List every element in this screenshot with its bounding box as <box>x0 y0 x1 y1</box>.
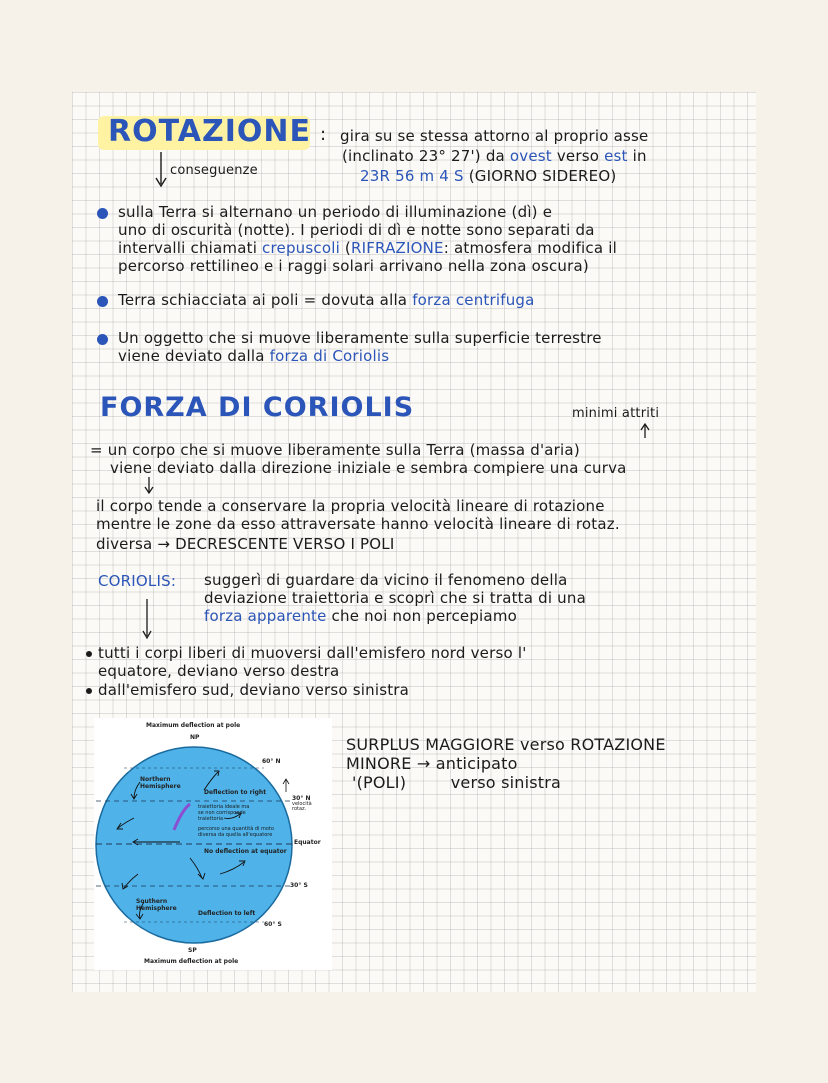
coriolis-title: FORZA DI CORIOLIS <box>100 392 415 423</box>
rotazione-title: ROTAZIONE <box>108 114 311 149</box>
surplus-line3: '(POLI) verso sinistra <box>352 773 562 792</box>
bullet1-line1: sulla Terra si alternano un periodo di illuminazione (dì) e <box>118 203 553 221</box>
up-arrow-icon <box>638 422 652 440</box>
coriolis-def-line2: viene deviato dalla direzione iniziale e sembra compiere una curva <box>110 459 627 477</box>
trajectory-annotation: traiettoria ideale ma se non corrisponde traiettoria <box>198 804 250 822</box>
deflection-right-label: Deflection to right <box>204 789 267 796</box>
coriolis-note-line2: deviazione traiettoria e scoprì che si tratta di una <box>204 589 586 607</box>
coriolis-note-line1: suggerì di guardare da vicino il fenomeno della <box>204 571 568 589</box>
equator-label: Equator <box>294 839 321 846</box>
coriolis-diagram <box>94 718 332 970</box>
minimi-attriti-note: minimi attriti <box>572 406 660 421</box>
south-pole-label: SP <box>188 947 197 954</box>
bullet1-line2: uno di oscurità (notte). I periodi di dì e notte sono separati da <box>118 221 595 239</box>
north-deviation-line2: equatore, deviano verso destra <box>98 662 340 680</box>
diagram-top-caption: Maximum deflection at pole <box>146 722 241 729</box>
right-arrow-icon: → <box>157 535 171 553</box>
bullet2-text: Terra schiacciata ai poli = dovuta alla forza centrifuga <box>118 291 535 309</box>
west-term: ovest <box>509 147 552 165</box>
surplus-line1: SURPLUS MAGGIORE verso ROTAZIONE <box>346 735 666 754</box>
down-arrow-icon <box>154 150 168 190</box>
coriolis-expl-line2: mentre le zone da esso attraversate hanno velocità lineare di rotaz. <box>96 515 620 533</box>
south-deviation-line: dall'emisfero sud, deviano verso sinistra <box>98 681 410 699</box>
southern-hemisphere-label: Southern Hemisphere <box>136 898 177 912</box>
coriolis-name-label: CORIOLIS: <box>98 572 177 590</box>
lat-30n-note: velocità rotaz. <box>292 801 312 812</box>
lat-60s-label: 60° S <box>264 921 282 928</box>
bullet3-line2: viene deviato dalla forza di Coriolis <box>118 347 390 365</box>
rotation-definition-line2: (inclinato 23° 27') da ovest verso est in <box>342 147 647 165</box>
coriolis-def-line1: = un corpo che si muove liberamente sulla Terra (massa d'aria) <box>90 441 580 459</box>
bullet3-line1: Un oggetto che si muove liberamente sulla superficie terrestre <box>118 329 602 347</box>
bullet1-line3: intervalli chiamati crepuscoli (RIFRAZIONE: atmosfera modifica il <box>118 239 617 257</box>
coriolis-force-term: forza di Coriolis <box>269 347 390 365</box>
momentum-annotation: percorso una quantità di moto diversa da quella all'equatore <box>198 826 274 838</box>
right-arrow-icon: → <box>416 754 431 773</box>
apparent-force-term: forza apparente <box>204 607 327 625</box>
dot-bullet-2 <box>86 688 92 694</box>
east-term: est <box>604 147 628 165</box>
diagram-bottom-caption: Maximum deflection at pole <box>144 958 239 965</box>
rotation-definition-line1: gira su se stessa attorno al proprio asse <box>340 127 649 145</box>
sidereal-time: 23R 56 m 4 S <box>360 167 464 185</box>
bullet-3 <box>97 334 108 345</box>
lat-30n-label: 30° N <box>292 795 311 802</box>
lat-60n-label: 60° N <box>262 758 281 765</box>
down-arrow-icon <box>142 476 156 496</box>
bullet-2 <box>97 296 108 307</box>
lat-30s-label: 30° S <box>290 882 308 889</box>
dot-bullet-1 <box>86 651 92 657</box>
rotation-definition-line3: 23R 56 m 4 S (GIORNO SIDEREO) <box>360 167 617 185</box>
down-arrow-icon <box>140 598 154 640</box>
northern-hemisphere-label: Northern Hemisphere <box>140 776 181 790</box>
bullet-1 <box>97 208 108 219</box>
globe-icon <box>96 747 292 943</box>
coriolis-expl-line1: il corpo tende a conservare la propria velocità lineare di rotazione <box>96 497 605 515</box>
title-colon: : <box>320 124 327 145</box>
north-pole-label: NP <box>190 734 200 741</box>
north-deviation-line1: tutti i corpi liberi di muoversi dall'emisfero nord verso l' <box>98 644 527 662</box>
deflection-left-label: Deflection to left <box>198 910 256 917</box>
bullet1-line4: percorso rettilineo e i raggi solari arrivano nella zona oscura) <box>118 257 589 275</box>
centrifugal-force-term: forza centrifuga <box>412 291 535 309</box>
rifrazione-term: RIFRAZIONE <box>350 239 444 257</box>
coriolis-expl-line3: diversa → DECRESCENTE VERSO I POLI <box>96 535 395 553</box>
crepuscoli-term: crepuscoli <box>262 239 340 257</box>
consequences-label: conseguenze <box>170 163 258 178</box>
coriolis-note-line3: forza apparente che noi non percepiamo <box>204 607 518 625</box>
surplus-line2: MINORE → anticipato <box>346 754 518 773</box>
no-deflection-label: No deflection at equator <box>204 848 287 855</box>
